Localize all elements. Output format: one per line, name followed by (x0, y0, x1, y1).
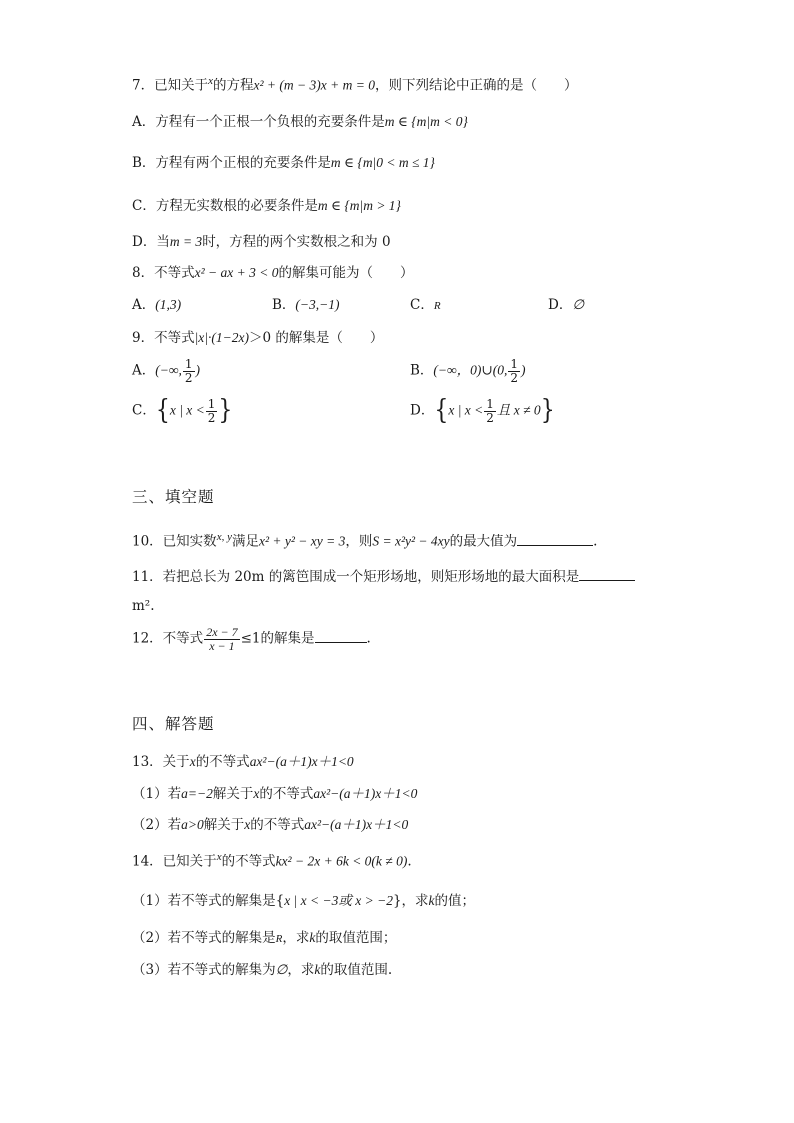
fraction-one-half: $\frac{1}{2}$ (207, 397, 216, 425)
question-11-line-2: m². (132, 598, 155, 614)
question-9-option-c: C．{x | x < $\frac{1}{2}$ } (132, 394, 233, 427)
left-brace: { (434, 394, 449, 427)
question-12: 12．不等式 $\frac{2x - 7}{x - 1}$ ≤1的解集是 . (132, 625, 371, 653)
question-7-option-a: A．方程有一个正根一个负根的充要条件是m ∈ {m|m < 0} (132, 114, 468, 130)
right-brace: } (392, 893, 402, 909)
left-brace: { (155, 394, 170, 427)
right-brace: } (540, 394, 555, 427)
question-14-part-3: （3）若不等式的解集为∅，求k的取值范围. (132, 962, 393, 978)
question-9-option-b: B．(−∞，0)∪(0, $\frac{1}{2}$ ) (410, 357, 526, 385)
question-14-part-2: （2）若不等式的解集是R，求k的取值范围； (132, 930, 397, 946)
section-3-heading: 三、填空题 (132, 488, 215, 506)
right-brace: } (218, 394, 233, 427)
question-9-stem: 9．不等式|x|·(1−2x)＞0 的解集是（ ） (132, 330, 384, 346)
question-7-option-d: D．当m = 3时，方程的两个实数根之和为 0 (132, 234, 391, 250)
question-8-option-b: B．(−3,−1) (272, 297, 340, 313)
left-brace: { (275, 893, 285, 909)
question-7-option-b: B．方程有两个正根的充要条件是m ∈ {m|0 < m ≤ 1} (132, 155, 435, 171)
question-8-stem: 8．不等式x² − ax + 3 < 0的解集可能为（ ） (132, 265, 414, 281)
question-13-stem: 13．关于x的不等式ax²−(a＋1)x＋1<0 (132, 754, 354, 770)
question-10: 10．已知实数$^{x, y}$满足x² + y² − xy = 3，则S = x²y² − 4xy的最大值为 . (132, 531, 598, 550)
fraction-one-half: $\frac{1}{2}$ (184, 357, 193, 385)
section-4-heading: 四、解答题 (132, 715, 215, 733)
question-11-line-1: 11．若把总长为 20m 的篱笆围成一个矩形场地，则矩形场地的最大面积是 (132, 568, 635, 585)
question-13-part-2: （2）若a>0解关于x的不等式ax²−(a＋1)x＋1<0 (132, 817, 409, 833)
question-14-stem: 14．已知关于$^x$的不等式kx² − 2x + 6k < 0(k ≠ 0). (132, 851, 412, 870)
fraction-one-half: $\frac{1}{2}$ (510, 357, 518, 385)
question-7-option-c: C．方程无实数根的必要条件是m ∈ {m|m > 1} (132, 198, 401, 214)
fraction-one-half: $\frac{1}{2}$ (486, 397, 494, 425)
question-7-stem: 7．已知关于$^x$的方程x² + (m − 3)x + m = 0，则下列结论中正确的是（ ） (132, 75, 578, 94)
answer-blank[interactable] (315, 630, 367, 643)
answer-blank[interactable] (517, 533, 593, 546)
question-8-option-d: D．∅ (548, 297, 585, 313)
question-14-part-1: （1）若不等式的解集是{x | x < −3或 x > −2}，求k的值； (132, 893, 476, 909)
question-9-option-d: D．{x | x < $\frac{1}{2}$ 且 x ≠ 0} (410, 394, 555, 427)
question-13-part-1: （1）若a=−2解关于x的不等式ax²−(a＋1)x＋1<0 (132, 786, 418, 802)
answer-blank[interactable] (579, 568, 635, 581)
question-8-option-a: A．(1,3) (132, 297, 182, 313)
fraction: $\frac{2x - 7}{x - 1}$ (206, 625, 238, 653)
question-8-option-c: C．R (410, 297, 441, 313)
question-9-option-a: A．(−∞, $\frac{1}{2}$ ) (132, 357, 200, 385)
